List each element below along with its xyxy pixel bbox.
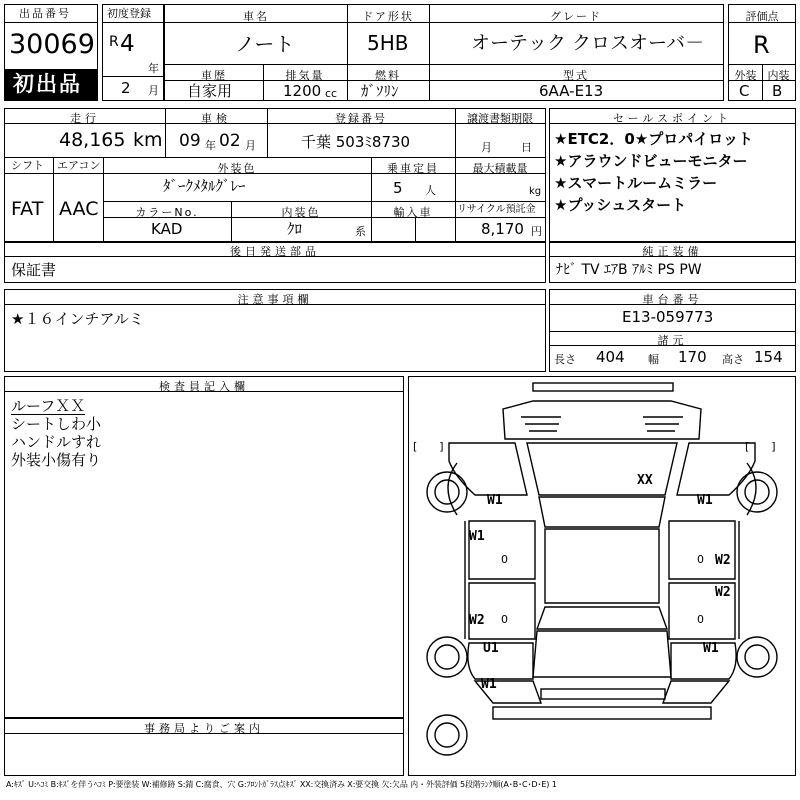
- hood: [527, 443, 677, 495]
- office-label: 事務局よりご案内: [144, 722, 264, 735]
- right-mirror-line: [747, 463, 756, 515]
- damage-mark-left-front-fender: W1: [487, 493, 503, 508]
- inspector-line: シートしわ小: [11, 415, 102, 433]
- rear-bumper: [541, 689, 665, 699]
- left-rear-quarter: [468, 643, 533, 679]
- first-listing-badge: [5, 69, 97, 100]
- right-front-door: [669, 521, 735, 579]
- door-type: 5HB: [367, 31, 409, 55]
- length-label: 長さ: [554, 353, 576, 366]
- chassis-number: E13-059773: [622, 308, 714, 326]
- equipment-value: ﾅﾋﾞ TV ｴｱB ｱﾙﾐ PS PW: [556, 262, 702, 278]
- displacement: 1200: [283, 82, 322, 100]
- rear-bumper-lower: [493, 707, 711, 719]
- exterior-grade-label: 外装: [734, 69, 757, 82]
- chassis-box: [549, 289, 796, 372]
- transfer-month-unit: 月: [481, 141, 492, 154]
- later-parts-box: [4, 241, 546, 283]
- year-unit: 年: [148, 62, 159, 75]
- ext-color: ﾀﾞｰｸﾒﾀﾙｸﾞﾚｰ: [163, 177, 246, 195]
- score-box: [728, 4, 796, 101]
- damage-zero-left-front: 0: [501, 553, 508, 566]
- displacement-unit: cc: [325, 87, 338, 100]
- damage-mark-left-front-door: W1: [469, 529, 485, 544]
- model-label: 型式: [563, 69, 589, 82]
- car-info-box: [164, 4, 724, 101]
- inspection-label: 車検: [201, 112, 231, 125]
- first-listing-label: 初出品: [13, 72, 82, 96]
- max-load-unit: kg: [529, 186, 542, 197]
- rear-glass: [537, 607, 667, 629]
- later-parts-label: 後日発送部品: [230, 245, 320, 258]
- recycle-unit: 円: [531, 225, 542, 238]
- interior-grade: B: [772, 82, 783, 100]
- year: 4: [120, 31, 135, 57]
- fuel: ｶﾞｿﾘﾝ: [361, 82, 399, 100]
- ac: AAC: [59, 198, 99, 220]
- damage-mark-right-rear-panel: W1: [703, 641, 719, 656]
- legend: A:ｷｽﾞ U:ﾍｺﾐ B:ｷｽﾞを伴うﾍｺﾐ P:要塗装 W:補修跡 S:錆 C:腐食、穴 G:ﾌﾛﾝﾄｶﾞﾗｽ点ｷｽﾞ XX:交換済み X:要交換 欠:欠品 内・外装評価 5段階ﾗﾝｸ順(A･B･C･D･E) 1: [6, 780, 557, 789]
- inspector-line: ハンドルすれ: [11, 433, 102, 451]
- shift-label: シフト: [11, 159, 44, 172]
- car-diagram: [409, 377, 795, 775]
- damage-mark-left-rear-corner: W1: [481, 677, 497, 692]
- damage-zero-left-rear: 0: [501, 613, 508, 626]
- length-value: 404: [596, 348, 625, 366]
- inspection-month: 02: [219, 131, 241, 151]
- first-registration-box: [102, 4, 164, 101]
- plate-label: 登録番号: [335, 112, 387, 125]
- left-rear-door: [469, 583, 535, 639]
- details-box: [4, 108, 546, 243]
- grade: オーテック クロスオーバ－: [471, 32, 705, 54]
- right-front-fender: [677, 443, 755, 495]
- lot-box: [4, 4, 98, 101]
- transfer-day-unit: 日: [521, 141, 532, 154]
- history: 自家用: [187, 82, 233, 100]
- damage-mark-right-front-door: W2: [715, 553, 731, 568]
- spare-wheel: [427, 715, 467, 755]
- model: 6AA-E13: [539, 82, 604, 100]
- car-name-label: 車名: [243, 10, 269, 23]
- office-box: [4, 718, 404, 776]
- sales-point-item: ★アラウンドビューモニター: [554, 152, 748, 170]
- notes-label: 注意事項欄: [237, 293, 313, 306]
- sales-point-item: ★スマートルームミラー: [554, 174, 718, 192]
- score-label: 評価点: [745, 10, 779, 23]
- capacity: 5: [393, 179, 403, 197]
- ac-label: エアコン: [57, 159, 101, 172]
- car-diagram-box: [408, 376, 796, 776]
- notes-box: [4, 289, 546, 372]
- width-value: 170: [678, 348, 707, 366]
- height-label: 高さ: [722, 353, 744, 366]
- ext-color-label: 外装色: [217, 162, 257, 175]
- grade-label: グレード: [550, 10, 602, 23]
- fuel-label: 燃料: [375, 69, 401, 82]
- color-no: KAD: [151, 220, 183, 238]
- door-label: ドア形状: [362, 10, 414, 23]
- exterior-grade: C: [739, 82, 750, 100]
- mileage: 48,165: [59, 129, 126, 151]
- roof: [545, 529, 659, 603]
- damage-mark-left-rear-panel: U1: [483, 641, 499, 656]
- height-value: 154: [754, 348, 783, 366]
- int-color-label: 内装色: [281, 206, 321, 219]
- width-label: 幅: [648, 353, 659, 366]
- wheel-rear-left: [427, 637, 467, 677]
- damage-mark-roof: XX: [637, 473, 653, 488]
- sales-point-item: ★プッシュスタート: [554, 196, 687, 214]
- equipment-box: [549, 241, 796, 283]
- inspector-line: ルーフＸＸ: [11, 397, 86, 415]
- era: R: [109, 34, 119, 50]
- left-mirror-line: [448, 463, 457, 515]
- displacement-label: 排気量: [285, 69, 325, 82]
- bracket-left: [ ]: [413, 440, 444, 453]
- int-color: ｸﾛ: [287, 220, 303, 238]
- color-no-label: カラーNo.: [135, 206, 199, 219]
- capacity-label: 乗車定員: [387, 162, 439, 175]
- capacity-unit: 人: [425, 184, 436, 197]
- notes-value: ★１６インチアルミ: [11, 310, 144, 328]
- right-rear-corner: [663, 681, 729, 703]
- first-reg-label: 初度登録: [107, 7, 151, 20]
- damage-zero-right-rear: 0: [697, 613, 704, 626]
- damage-zero-right-front: 0: [697, 553, 704, 566]
- damage-mark-right-front-fender: W1: [697, 493, 713, 508]
- inspection-year: 09: [179, 131, 201, 151]
- month: 2: [121, 79, 131, 97]
- chassis-label: 車台番号: [642, 293, 703, 306]
- sales-point-item: ★ETC2．0★プロパイロット: [554, 130, 753, 148]
- inspector-box: [4, 376, 404, 718]
- mileage-label: 走行: [70, 112, 100, 125]
- transfer-label: 譲渡書類期限: [467, 112, 533, 125]
- bracket-right: [ ]: [745, 440, 776, 453]
- plate-number: 千葉 503ﾐ8730: [301, 133, 411, 151]
- recycle-label: リサイクル預託金: [457, 204, 536, 215]
- lot-label: 出品番号: [19, 7, 71, 20]
- wheel-rear-right: [737, 637, 777, 677]
- inspection-month-unit: 月: [245, 139, 256, 152]
- windshield: [539, 497, 665, 527]
- shift: FAT: [11, 198, 44, 220]
- damage-mark-right-rear-door: W2: [715, 585, 731, 600]
- wheel-front-right: [737, 472, 777, 512]
- month-unit: 月: [148, 84, 159, 97]
- inspector-line: 外装小傷有り: [11, 451, 102, 469]
- inspector-label: 検査員記入欄: [159, 380, 249, 393]
- lot-number: 30069: [9, 29, 95, 60]
- damage-mark-left-rear-door: W2: [469, 613, 485, 628]
- left-front-fender: [449, 443, 527, 495]
- sales-points-box: [549, 108, 796, 243]
- score: R: [753, 31, 770, 59]
- later-parts-value: 保証書: [11, 261, 57, 279]
- wheel-front-left: [427, 472, 467, 512]
- max-load-label: 最大積載量: [472, 162, 528, 175]
- int-color-unit: 系: [355, 225, 366, 238]
- mileage-unit: km: [133, 129, 163, 151]
- front-bumper-strip: [533, 383, 673, 391]
- car-name: ノート: [235, 32, 295, 56]
- import-label: 輸入車: [393, 206, 433, 219]
- sales-points-label: セールスポイント: [612, 112, 732, 125]
- inspection-year-unit: 年: [205, 139, 216, 152]
- front-hood-outline: [503, 401, 701, 439]
- history-label: 車歴: [201, 69, 227, 82]
- spec-label: 諸元: [657, 334, 688, 347]
- trunk: [533, 631, 671, 677]
- equipment-label: 純正装備: [642, 245, 703, 258]
- recycle: 8,170: [481, 220, 524, 238]
- interior-grade-label: 内装: [767, 69, 790, 82]
